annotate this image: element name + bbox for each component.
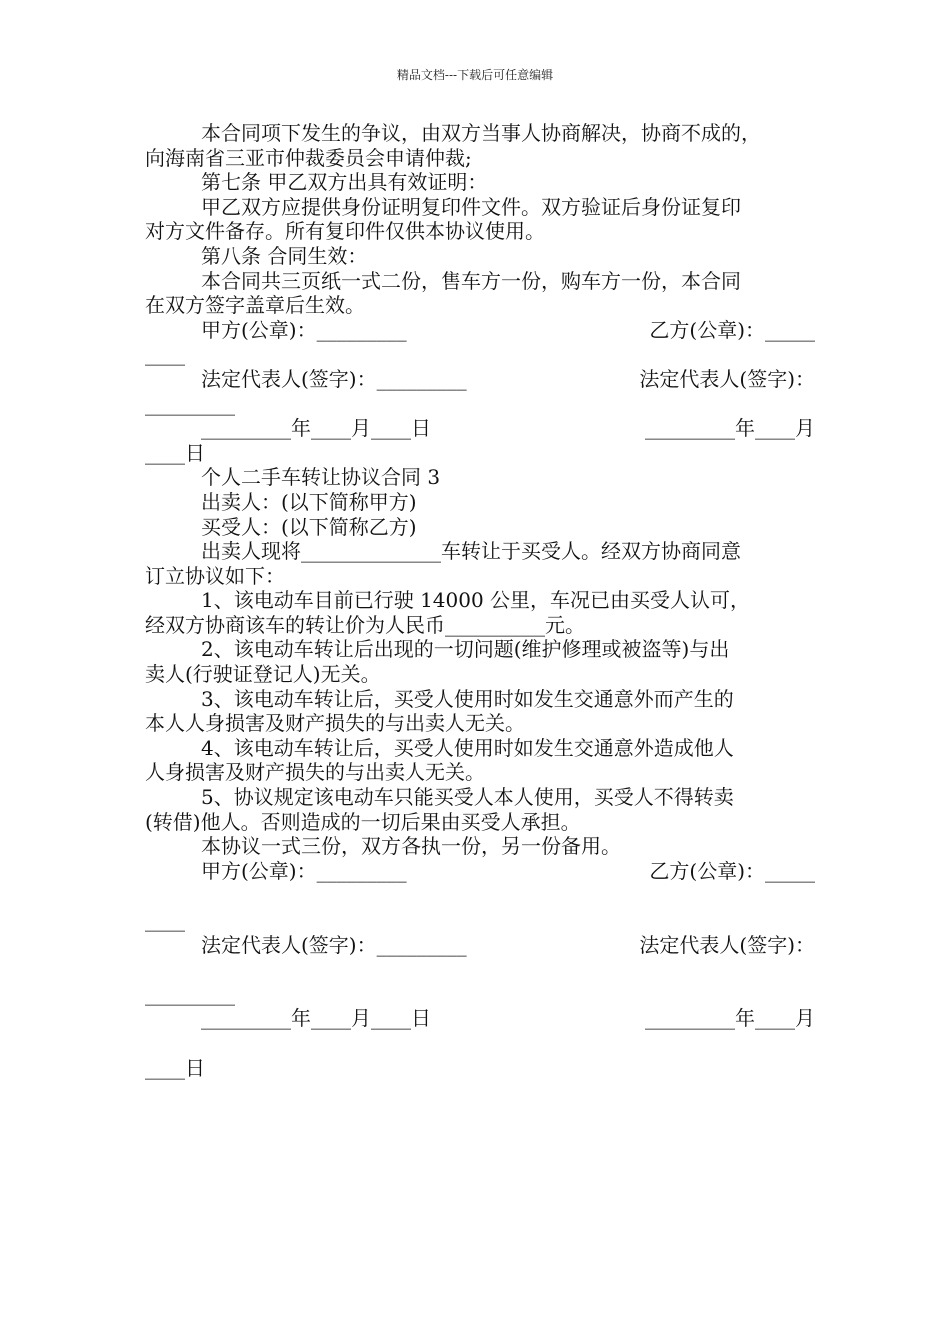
text-line bbox=[145, 416, 815, 441]
text-line: 本合同共三页纸一式二份，售车方一份，购车方一份，本合同 bbox=[201, 268, 741, 293]
signature-left: 甲方(公章)：_________ bbox=[201, 858, 407, 883]
text-line: 出卖人：(以下简称甲方) bbox=[201, 489, 417, 514]
text-line: 经双方协商该车的转让价为人民币__________元。 bbox=[145, 612, 585, 637]
text-line: 在双方签字盖章后生效。 bbox=[145, 293, 365, 318]
text-line: 向海南省三亚市仲裁委员会申请仲裁; bbox=[145, 145, 472, 170]
text-line: 卖人(行驶证登记人)无关。 bbox=[145, 662, 381, 687]
signature-right: 乙方(公章)：_____ bbox=[649, 317, 815, 342]
text-line: ____ bbox=[145, 342, 185, 367]
text-line bbox=[145, 933, 815, 958]
text-line bbox=[145, 883, 815, 908]
text-line: 本合同项下发生的争议，由双方当事人协商解决，协商不成的， bbox=[201, 121, 761, 145]
text-line: 第七条 甲乙双方出具有效证明： bbox=[201, 170, 488, 195]
page-header: 精品文档---下载后可任意编辑 bbox=[396, 68, 554, 82]
text-line: 1、该电动车目前已行驶 14000 公里，车况已由买受人认可， bbox=[201, 588, 751, 613]
signature-left: _________年____月____日 bbox=[201, 1006, 431, 1031]
text-line: 本协议一式三份，双方各执一份，另一份备用。 bbox=[201, 834, 621, 859]
text-line bbox=[145, 367, 815, 392]
signature-right: 法定代表人(签字)： bbox=[639, 932, 815, 957]
signature-right: _________年____月 bbox=[645, 1006, 815, 1031]
text-line bbox=[145, 1006, 815, 1031]
text-line: 2、该电动车转让后出现的一切问题(维护修理或被盗等)与出 bbox=[201, 637, 730, 662]
text-line: 甲乙双方应提供身份证明复印件文件。双方验证后身份证复印 bbox=[201, 194, 741, 219]
signature-right: _________年____月 bbox=[645, 416, 815, 441]
text-line: 4、该电动车转让后，买受人使用时如发生交通意外造成他人 bbox=[201, 735, 734, 760]
signature-right: 乙方(公章)：_____ bbox=[649, 858, 815, 883]
text-line: 人身损害及财产损失的与出卖人无关。 bbox=[145, 760, 485, 785]
text-line: ____日 bbox=[145, 440, 205, 465]
text-line: ____日 bbox=[145, 1055, 205, 1080]
text-line: ____ bbox=[145, 908, 185, 932]
text-line: 本人人身损害及财产损失的与出卖人无关。 bbox=[145, 711, 525, 736]
signature-left: _________年____月____日 bbox=[201, 416, 431, 441]
text-line: (转借)他人。否则造成的一切后果由买受人承担。 bbox=[145, 809, 581, 834]
signature-left: 法定代表人(签字)：_________ bbox=[201, 366, 467, 391]
text-line bbox=[145, 318, 815, 343]
text-line bbox=[145, 859, 815, 884]
text-line: 买受人：(以下简称乙方) bbox=[201, 514, 417, 539]
text-line bbox=[145, 957, 815, 982]
text-line: _________ bbox=[145, 981, 235, 1006]
text-line: 订立协议如下： bbox=[145, 563, 285, 588]
text-line: 出卖人现将______________车转让于买受人。经双方协商同意 bbox=[201, 539, 741, 564]
text-line: _________ bbox=[145, 391, 235, 416]
signature-right: 法定代表人(签字)： bbox=[639, 366, 815, 391]
text-line: 对方文件备存。所有复印件仅供本协议使用。 bbox=[145, 219, 545, 244]
text-line: 3、该电动车转让后，买受人使用时如发生交通意外而产生的 bbox=[201, 686, 734, 711]
text-line bbox=[145, 1031, 815, 1056]
signature-left: 法定代表人(签字)：_________ bbox=[201, 932, 467, 957]
document-body bbox=[145, 121, 815, 1080]
text-line: 5、协议规定该电动车只能买受人本人使用，买受人不得转卖 bbox=[201, 785, 734, 810]
text-line: 个人二手车转让协议合同 3 bbox=[201, 465, 441, 490]
signature-left: 甲方(公章)：_________ bbox=[201, 317, 407, 342]
text-line: 第八条 合同生效： bbox=[201, 243, 368, 268]
